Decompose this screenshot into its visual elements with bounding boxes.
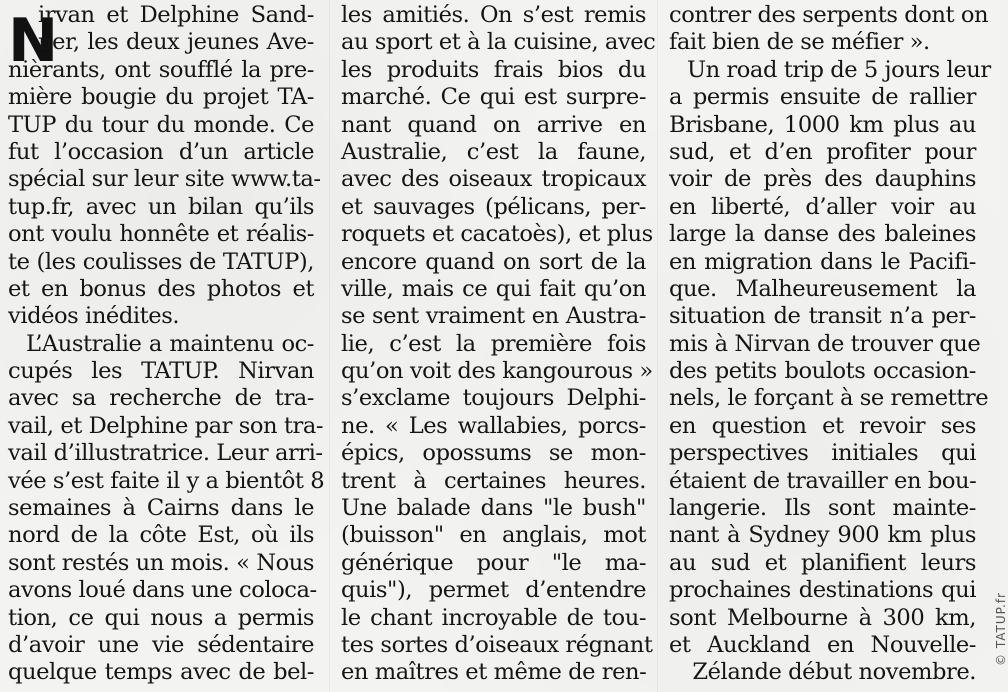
text-line: cupés les TATUP. Nirvan (8, 358, 314, 385)
text-line: qu’on voit des kangourous » (341, 358, 653, 385)
text-line: nant quand on arrive en (341, 111, 646, 138)
text-line: prochaines destinations qui (669, 577, 976, 604)
text-line: en migration dans le Pacifi- (669, 248, 976, 275)
text-line: les produits frais bios du (341, 56, 646, 83)
column-gutter (329, 0, 330, 692)
text-line: d’avoir une vie sédentaire (8, 631, 314, 658)
text-line: Zélande début novembre. (692, 659, 976, 686)
text-line: fait bien de se méfier ». (669, 29, 930, 56)
text-line: lie, c’est la première fois (341, 330, 646, 357)
text-line: TUP du tour du monde. Ce (8, 111, 314, 138)
text-line: large la danse des baleines (669, 221, 976, 248)
text-line: au sport et à la cuisine, avec (341, 29, 656, 56)
text-line: tes sortes d’oiseaux régnant (341, 631, 653, 658)
text-line: quelque temps avec de bel- (8, 659, 314, 686)
text-line: que. Malheureusement la (669, 275, 976, 302)
text-line: des petits boulots occasion- (669, 358, 976, 385)
text-line: roquets et cacatoès), et plus (341, 221, 653, 248)
text-line: nièrants, ont soufflé la pre- (8, 56, 314, 83)
text-line: sont Melbourne à 300 km, (669, 604, 976, 631)
photo-credit: © TATUP.fr (994, 592, 1008, 666)
text-line: au sud et planifient leurs (669, 549, 976, 576)
text-line: contrer des serpents dont on (669, 2, 989, 28)
text-line: Australie, c’est la faune, (341, 138, 646, 165)
text-line: vail, et Delphine par son tra- (8, 412, 324, 439)
text-line: fut l’occasion d’un article (8, 138, 314, 165)
text-line: ne. « Les wallabies, porcs- (341, 412, 646, 439)
text-line: ner, les deux jeunes Ave- (38, 29, 314, 56)
text-line: s’exclame toujours Delphi- (341, 385, 646, 412)
text-line: vidéos inédites. (8, 303, 180, 330)
text-line: avec sa recherche de tra- (8, 385, 314, 412)
text-line: nels, le forçant à se remettre (669, 385, 989, 412)
article-column-2 (341, 2, 656, 687)
text-line: situation de transit n’a per- (669, 303, 976, 330)
text-line: ont voulu honnête et réalis- (8, 221, 314, 248)
text-line: le chant incroyable de tou- (341, 604, 646, 631)
text-line: étaient de travailler en bou- (669, 467, 977, 494)
text-line: nant à Sydney 900 km plus (669, 522, 976, 549)
text-line: Un road trip de 5 jours leur (687, 56, 991, 83)
text-line: encore quand on sort de la (341, 248, 646, 275)
text-line: tion, ce qui nous a permis (8, 604, 314, 631)
text-line: et Auckland en Nouvelle- (669, 631, 976, 658)
text-line: générique pour "le ma- (341, 549, 646, 576)
text-line: irvan et Delphine Sand- (38, 2, 314, 28)
text-line: et sauvages (pélicans, per- (341, 193, 646, 220)
text-line: Une balade dans "le bush" (341, 495, 646, 522)
article-column-3 (669, 2, 991, 687)
text-line: mis à Nirvan de trouver que (669, 330, 981, 357)
text-line: tup.fr, avec un bilan qu’ils (8, 193, 314, 220)
text-line: te (les coulisses de TATUP), (8, 248, 314, 275)
text-line: a permis ensuite de rallier (669, 84, 976, 111)
text-line: L’Australie a maintenu oc- (26, 330, 314, 357)
text-line: sud, et d’en profiter pour (669, 138, 976, 165)
text-line: (buisson" en anglais, mot (341, 522, 646, 549)
text-line: quis"), permet d’entendre (341, 577, 646, 604)
column-gutter (657, 0, 658, 692)
text-line: ville, mais ce qui fait qu’on (341, 275, 646, 302)
text-line: se sent vraiment en Austra- (341, 303, 646, 330)
text-line: perspectives initiales qui (669, 440, 976, 467)
text-line: trent à certaines heures. (341, 467, 646, 494)
text-line: les amitiés. On s’est remis (341, 2, 646, 28)
text-line: mière bougie du projet TA- (8, 84, 314, 111)
text-line: en liberté, d’aller voir au (669, 193, 976, 220)
text-line: nord de la côte Est, où ils (8, 522, 314, 549)
text-line: et en bonus des photos et (8, 275, 314, 302)
text-line: spécial sur leur site www.ta- (8, 166, 321, 193)
text-line: avec des oiseaux tropicaux (341, 166, 646, 193)
text-line: épics, opossums se mon- (341, 440, 646, 467)
text-line: vée s’est faite il y a bientôt 8 (8, 467, 325, 494)
text-line: semaines à Cairns dans le (8, 495, 314, 522)
article-column-1 (8, 2, 325, 687)
text-line: vail d’illustratrice. Leur arri- (8, 440, 323, 467)
text-line: en maîtres et même de ren- (341, 659, 647, 686)
drop-cap: N (8, 6, 59, 76)
text-line: Brisbane, 1000 km plus au (669, 111, 976, 138)
text-line: en question et revoir ses (669, 412, 976, 439)
text-line: marché. Ce qui est surpre- (341, 84, 646, 111)
text-line: avons loué dans une coloca- (8, 577, 317, 604)
text-line: langerie. Ils sont mainte- (669, 495, 976, 522)
text-line: sont restés un mois. « Nous (8, 549, 314, 576)
text-line: voir de près des dauphins (669, 166, 976, 193)
